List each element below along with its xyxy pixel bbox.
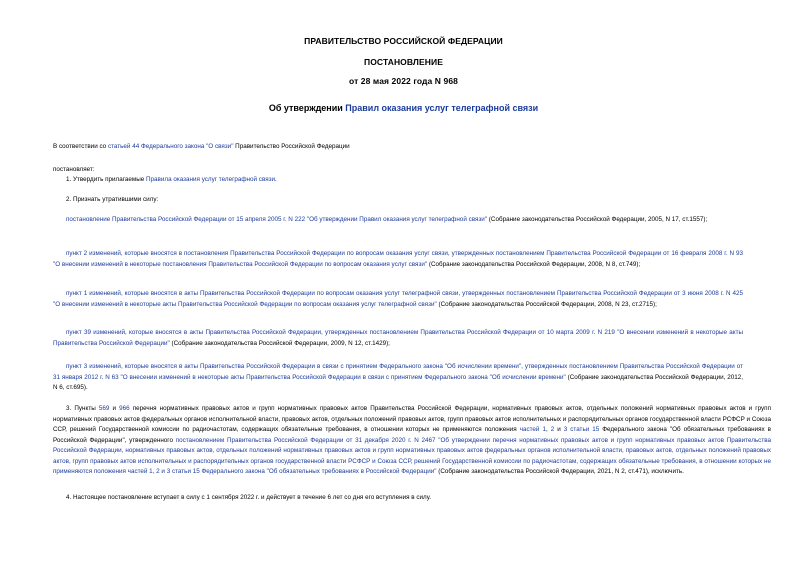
repealed-act-2	[53, 249, 743, 270]
repealed-act-2-source: (Собрание законодательства Российской Федерации, 2008, N 8, ст.749);	[427, 260, 641, 268]
repealed-act-1-link[interactable]: постановление Правительства Российской Федерации от 15 апреля 2005 г. N 222 "Об утверждении Правил оказания услуг телеграфной связи"	[66, 216, 488, 223]
preamble-text: В соответствии со	[53, 143, 108, 150]
item-4: 4. Настоящее постановление вступает в силу с 1 сентября 2022 г. и действует в течение 6 лет со дня его вступления в силу.	[66, 494, 431, 501]
document-type: ПОСТАНОВЛЕНИЕ	[364, 57, 443, 67]
link-part-2[interactable]: 2	[550, 426, 555, 433]
document-title	[0, 103, 807, 113]
item-3-text: Федерального закона "Об обязательных требованиях в Российской Федерации", утвержденного	[53, 426, 771, 444]
item-2: 2. Признать утратившими силу:	[66, 196, 159, 203]
resolves-word: постановляет:	[53, 166, 95, 173]
link-point-966[interactable]: 966	[119, 405, 130, 412]
link-article-15[interactable]: 3 статьи 15	[563, 426, 600, 433]
item-3-text: и	[554, 426, 564, 433]
repealed-act-2-link[interactable]: пункт 2 изменений, которые вносятся в постановления Правительства Российской Федерации по вопросам оказания услуг связи, утвержденных постановлением Правительства Российской Федерации от 16 февраля 2008 г. N 93 "О внесении изменений в некоторые постановления Правительства Российской Федерации по вопросам оказания услуг связи"	[53, 250, 743, 268]
repealed-act-5-source: (Собрание законодательства Российской Федерации, 2012, N 6, ст.695).	[53, 373, 743, 391]
repealed-act-3-source: (Собрание законодательства Российской Федерации, 2008, N 23, ст.2715);	[436, 300, 657, 308]
item-1-text-end: .	[275, 176, 277, 183]
link-point-569[interactable]: 569	[98, 405, 110, 412]
title-link-rules[interactable]: Правил оказания услуг телеграфной связи	[345, 103, 539, 113]
preamble	[53, 142, 753, 153]
repealed-act-3-link[interactable]: пункт 1 изменений, которые вносятся в акты Правительства Российской Федерации по вопросам оказания услуг телеграфной связи, утвержденных постановлением Правительства Российской Федерации от 3 июня 2008 г. N 425 "О внесении изменений в некоторые акты Правительства Российской Федерации по вопросам оказания услуг телеграфной связи"	[53, 290, 743, 308]
document-date: от 28 мая 2022 года N 968	[349, 76, 458, 86]
item-3-text-end: (Собрание законодательства Российской Федерации, 2021, N 2, ст.471), исключить.	[436, 468, 684, 475]
item-3	[53, 404, 771, 478]
link-resolution-2467[interactable]: постановлением Правительства Российской Федерации от 31 декабря 2020 г. N 2467 "Об утверждении перечня нормативных правовых актов и групп нормативных правовых актов Правительства Российской Федерации, нормативных правовых актов, отдельных положений нормативных правовых актов и групп нормативных правовых актов федеральных органов исполнительной власти, правовых актов, отдельных положений правовых актов, групп правовых актов исполнительных и распорядительных органов государственной власти РСФСР и Союза ССР, решений Государственной комиссии по радиочастотам, содержащих обязательные требования, в отношении которых не применяются положения частей 1, 2 и 3 статьи 15 Федерального закона "Об обязательных требованиях в Российской Федерации"	[53, 436, 771, 475]
preamble-text-end: Правительство Российской Федерации	[233, 143, 350, 150]
item-1-text: 1. Утвердить прилагаемые	[66, 176, 146, 183]
link-part-1[interactable]: частей 1	[519, 426, 546, 433]
repealed-act-5-link[interactable]: пункт 3 изменений, которые вносятся в акты Правительства Российской Федерации в связи с принятием Федерального закона "Об исчислении времени", утвержденных постановлением Правительства Российской Федерации от 31 января 2012 г. N 63 "О внесении изменений в некоторые акты Правительства Российской Федерации в связи с принятием Федерального закона "Об исчислении времени"	[53, 363, 743, 381]
item-3-text: 3. Пункты	[66, 405, 99, 412]
link-article-44[interactable]: статьей 44 Федерального закона "О связи"	[107, 143, 234, 150]
title-prefix: Об утверждении	[268, 103, 346, 113]
repealed-act-4	[53, 328, 743, 349]
item-3-text: перечня нормативных правовых актов и групп нормативных правовых актов Правительства Российской Федерации, нормативных правовых актов, отдельных положений нормативных правовых актов и групп нормативных правовых актов федеральных органов исполнительной власти, правовых актов, отдельных положений правовых актов, групп правовых актов исполнительных и распорядительных органов государственной власти РСФСР и Союза ССР, решений Государственной комиссии по радиочастотам, содержащих обязательные требования, в отношении которых не применяются положения	[53, 405, 771, 433]
item-3-text: и	[109, 405, 120, 412]
repealed-act-1-source: (Собрание законодательства Российской Федерации, 2005, N 17, ст.1557);	[487, 216, 708, 223]
item-1	[66, 175, 756, 186]
repealed-act-4-source: (Собрание законодательства Российской Федерации, 2009, N 12, ст.1429);	[169, 339, 390, 347]
repealed-act-1	[53, 215, 743, 226]
repealed-act-4-link[interactable]: пункт 39 изменений, которые вносятся в акты Правительства Российской Федерации, утвержденных постановлением Правительства Российской Федерации от 10 марта 2009 г. N 219 "О внесении изменений в некоторые акты Правительства Российской Федерации"	[53, 329, 743, 347]
repealed-act-5	[53, 362, 743, 394]
link-rules-item-1[interactable]: Правила оказания услуг телеграфной связи	[146, 176, 276, 183]
item-3-text: ,	[545, 426, 551, 433]
issuing-body: ПРАВИТЕЛЬСТВО РОССИЙСКОЙ ФЕДЕРАЦИИ	[304, 36, 503, 46]
repealed-act-3	[53, 289, 743, 310]
